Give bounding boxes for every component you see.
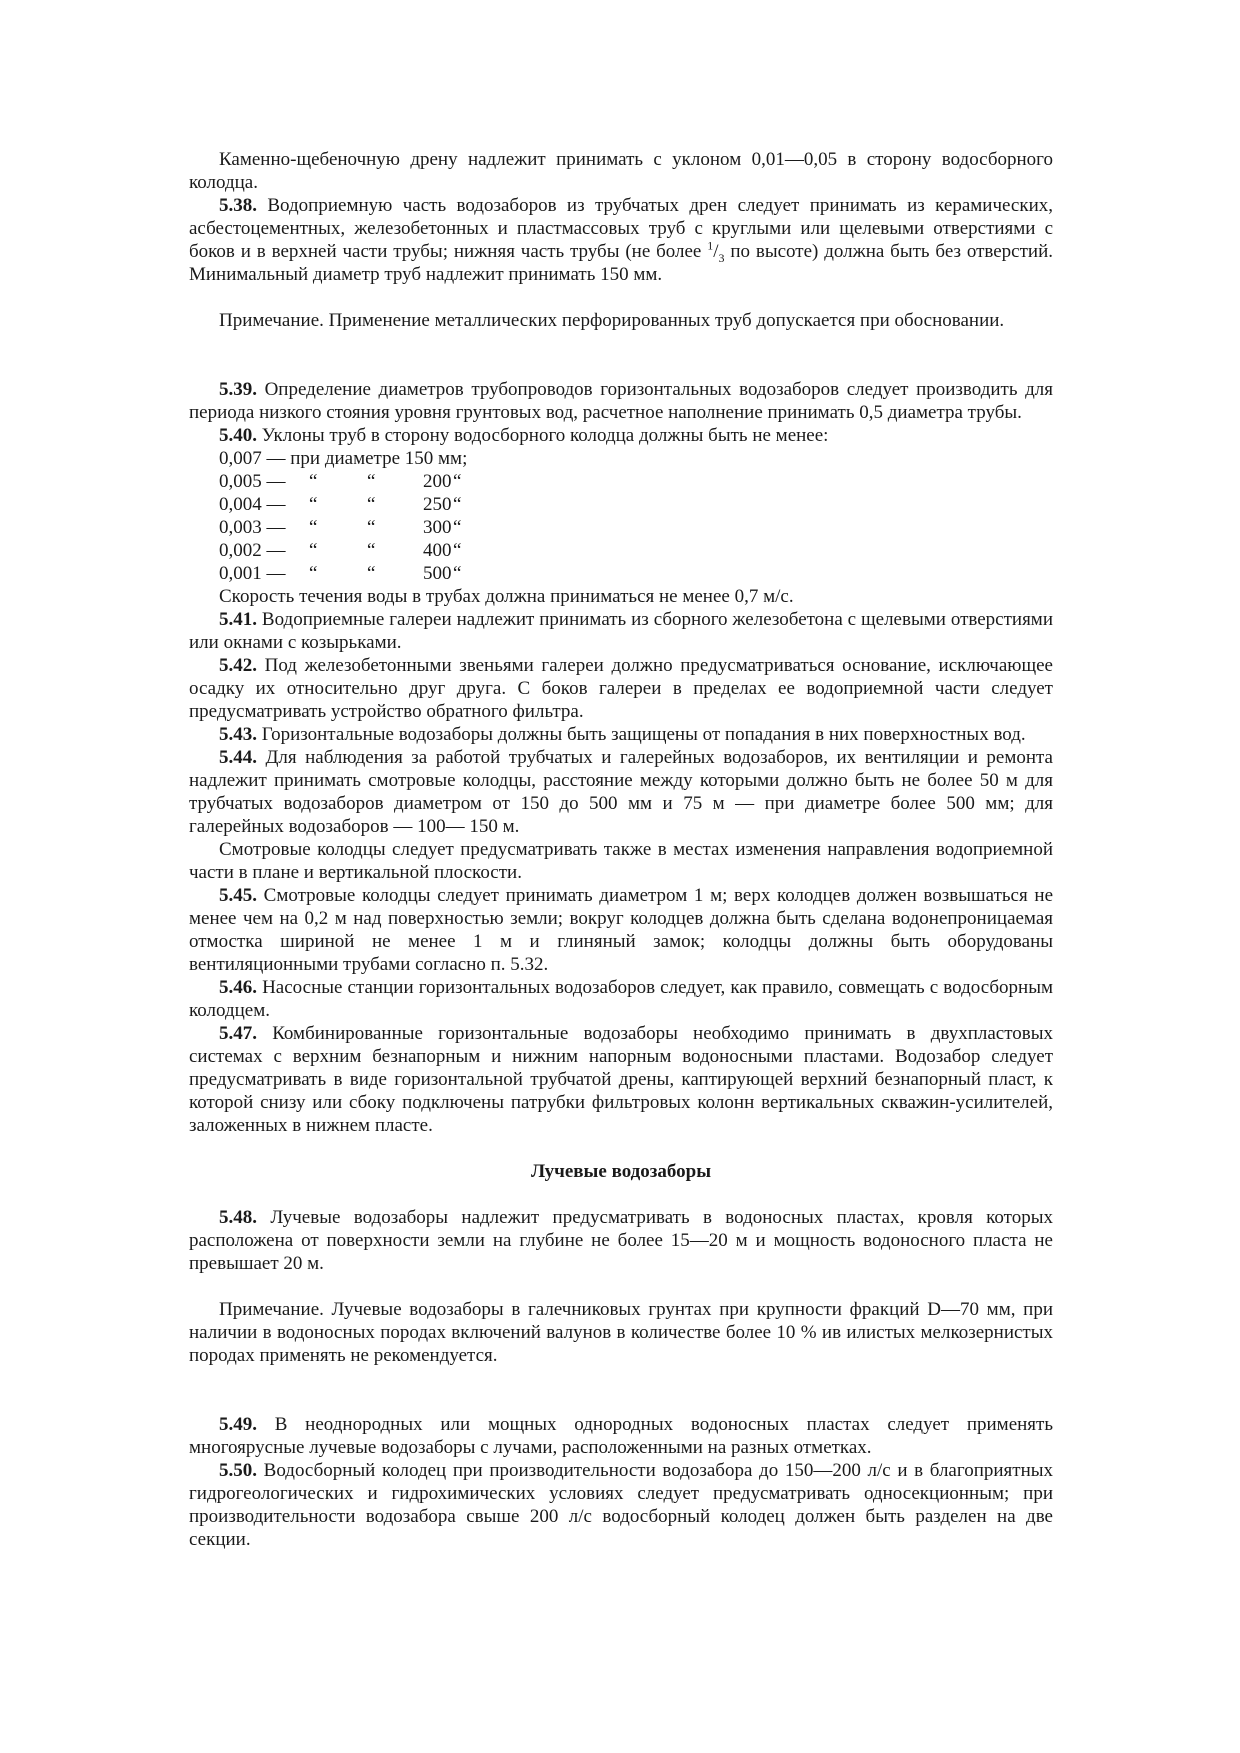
- diameter-value: 200: [423, 471, 452, 492]
- paragraph-speed: Скорость течения воды в трубах должна приниматься не менее 0,7 м/с.: [219, 586, 794, 607]
- clause-number: 5.39.: [219, 379, 257, 400]
- diameter-value: 300: [423, 517, 452, 538]
- document-page: [189, 148, 1053, 1551]
- clause-number: 5.47.: [219, 1023, 257, 1044]
- fraction-denominator: 3: [718, 250, 725, 265]
- paragraph-5-40: [189, 424, 1053, 447]
- ditto-mark: “: [367, 471, 376, 492]
- slope-row: [189, 516, 1053, 539]
- clause-number: 5.42.: [219, 655, 257, 676]
- paragraph-5-49: [189, 1413, 1053, 1459]
- note-1: Примечание. Применение металлических перфорированных труб допускается при обосновании.: [219, 310, 1005, 331]
- clause-number: 5.46.: [219, 977, 257, 998]
- ditto-mark: “: [367, 540, 376, 561]
- clause-text-cont: по высоте) должна быть без отверстий. Минимальный диаметр труб надлежит принимать 150 мм.: [189, 241, 1054, 285]
- spacer: [189, 1137, 1053, 1160]
- clause-text: Под железобетонными звеньями галереи должно предусматриваться основание, исключающее осадку их относительно друг друга. С боков галереи в пределах ее водоприемной части следует предусматривать устройство обратного фильтра.: [189, 655, 1053, 722]
- paragraph-5-38: [189, 194, 1053, 286]
- spacer: [189, 332, 1053, 355]
- paragraph-5-44: [189, 746, 1053, 838]
- clause-number: 5.40.: [219, 425, 257, 446]
- slope-value: 0,005 —: [219, 471, 286, 492]
- ditto-mark: “: [309, 563, 318, 584]
- spacer: [189, 355, 1053, 378]
- diameter-value: 250: [423, 494, 452, 515]
- clause-number: 5.41.: [219, 609, 257, 630]
- clause-text: Водоприемные галереи надлежит принимать из сборного железобетона с щелевыми отверстиями или окнами с козырьками.: [189, 609, 1053, 653]
- clause-text: Для наблюдения за работой трубчатых и галерейных водозаборов, их вентиляции и ремонта надлежит принимать смотровые колодцы, расстояние между которыми должно быть не более 50 м для трубчатых водозаборов диаметром от 150 до 500 мм и 75 м — при диаметре более 500 мм; для галерейных водозаборов — 100— 150 м.: [189, 747, 1053, 837]
- slope-row-first: 0,007 — при диаметре 150 мм;: [219, 448, 468, 469]
- clause-number: 5.48.: [219, 1207, 257, 1228]
- ditto-mark: “: [367, 563, 376, 584]
- spacer: [189, 286, 1053, 309]
- clause-text: Водосборный колодец при производительности водозабора до 150—200 л/с и в благоприятных гидрогеологических и гидрохимических условиях следует предусматривать односекционным; при производительности водозабора свыше 200 л/с водосборный колодец должен быть разделен на две секции.: [189, 1460, 1053, 1550]
- ditto-mark: “: [453, 494, 462, 515]
- slope-value: 0,004 —: [219, 494, 286, 515]
- fraction-slash: /: [713, 241, 719, 262]
- clause-number: 5.38.: [219, 195, 257, 216]
- ditto-mark: “: [453, 563, 462, 584]
- slope-value: 0,001 —: [219, 563, 286, 584]
- clause-text: Водоприемную часть водозаборов из трубчатых дрен следует принимать из керамических, асбестоцементных, железобетонных и пластмассовых труб с круглыми или щелевыми отверстиями с боков и в верхней части трубы; нижняя часть трубы (не более: [189, 195, 1053, 262]
- slope-value: 0,002 —: [219, 540, 286, 561]
- clause-number: 5.45.: [219, 885, 257, 906]
- slope-row: [189, 562, 1053, 585]
- spacer: [189, 1183, 1053, 1206]
- paragraph-5-48: [189, 1206, 1053, 1275]
- clause-number: 5.50.: [219, 1460, 257, 1481]
- ditto-mark: “: [309, 471, 318, 492]
- diameter-value: 500: [423, 563, 452, 584]
- clause-number: 5.44.: [219, 747, 257, 768]
- ditto-mark: “: [367, 517, 376, 538]
- paragraph-5-45: [189, 884, 1053, 976]
- clause-text: Определение диаметров трубопроводов горизонтальных водозаборов следует производить для периода низкого стояния уровня грунтовых вод, расчетное наполнение принимать 0,5 диаметра трубы.: [189, 379, 1053, 423]
- spacer: [189, 1390, 1053, 1413]
- ditto-mark: “: [453, 471, 462, 492]
- paragraph-5-46: [189, 976, 1053, 1022]
- section-heading: Лучевые водозаборы: [530, 1161, 712, 1182]
- paragraph-5-39: [189, 378, 1053, 424]
- slope-value: 0,003 —: [219, 517, 286, 538]
- slope-row: [189, 470, 1053, 493]
- paragraph-5-47: [189, 1022, 1053, 1137]
- clause-text: Уклоны труб в сторону водосборного колодца должны быть не менее:: [257, 425, 829, 446]
- paragraph-5-43: [189, 723, 1053, 746]
- ditto-mark: “: [367, 494, 376, 515]
- clause-number: 5.49.: [219, 1414, 257, 1435]
- ditto-mark: “: [309, 540, 318, 561]
- ditto-mark: “: [309, 517, 318, 538]
- clause-number: 5.43.: [219, 724, 257, 745]
- clause-text: Лучевые водозаборы надлежит предусматривать в водоносных пластах, кровля которых расположена от поверхности земли на глубине не более 15—20 м и мощность водоносного пласта не превышает 20 м.: [189, 1207, 1053, 1274]
- clause-text: В неоднородных или мощных однородных водоносных пластах следует применять многоярусные лучевые водозаборы с лучами, расположенными на разных отметках.: [189, 1414, 1053, 1458]
- clause-text: Комбинированные горизонтальные водозаборы необходимо принимать в двухпластовых системах с верхним безнапорным и нижним напорным водоносными пластами. Водозабор следует предусматривать в виде горизонтальной трубчатой дрены, каптирующей верхний безнапорный пласт, к которой снизу или сбоку подключены патрубки фильтровых колонн вертикальных скважин-усилителей, заложенных в нижнем пласте.: [189, 1023, 1053, 1136]
- fraction-numerator: 1: [707, 238, 714, 253]
- slope-row: [189, 493, 1053, 516]
- note-2: Примечание. Лучевые водозаборы в галечниковых грунтах при крупности фракций D—70 мм, при наличии в водоносных породах включений валунов в количестве более 10 % ив илистых мелкозернистых породах применять не рекомендуется.: [189, 1299, 1053, 1366]
- clause-text: Горизонтальные водозаборы должны быть защищены от попадания в них поверхностных вод.: [257, 724, 1026, 745]
- slope-row: [189, 539, 1053, 562]
- ditto-mark: “: [453, 540, 462, 561]
- paragraph-intro: Каменно-щебеночную дрену надлежит принимать с уклоном 0,01—0,05 в сторону водосборного колодца.: [189, 149, 1053, 193]
- paragraph-5-41: [189, 608, 1053, 654]
- paragraph-5-42: [189, 654, 1053, 723]
- ditto-mark: “: [453, 517, 462, 538]
- diameter-value: 400: [423, 540, 452, 561]
- slope-table: [189, 470, 1053, 585]
- paragraph-5-50: [189, 1459, 1053, 1551]
- spacer: [189, 1367, 1053, 1390]
- clause-text: Насосные станции горизонтальных водозаборов следует, как правило, совмещать с водосборным колодцем.: [189, 977, 1053, 1021]
- ditto-mark: “: [309, 494, 318, 515]
- spacer: [189, 1275, 1053, 1298]
- clause-text: Смотровые колодцы следует принимать диаметром 1 м; верх колодцев должен возвышаться не менее чем на 0,2 м над поверхностью земли; вокруг колодцев должна быть сделана водонепроницаемая отмостка шириной не менее 1 м и глиняный замок; колодцы должны быть оборудованы вентиляционными трубами согласно п. 5.32.: [189, 885, 1053, 975]
- paragraph-5-44-cont: Смотровые колодцы следует предусматривать также в местах изменения направления водоприемной части в плане и вертикальной плоскости.: [189, 839, 1053, 883]
